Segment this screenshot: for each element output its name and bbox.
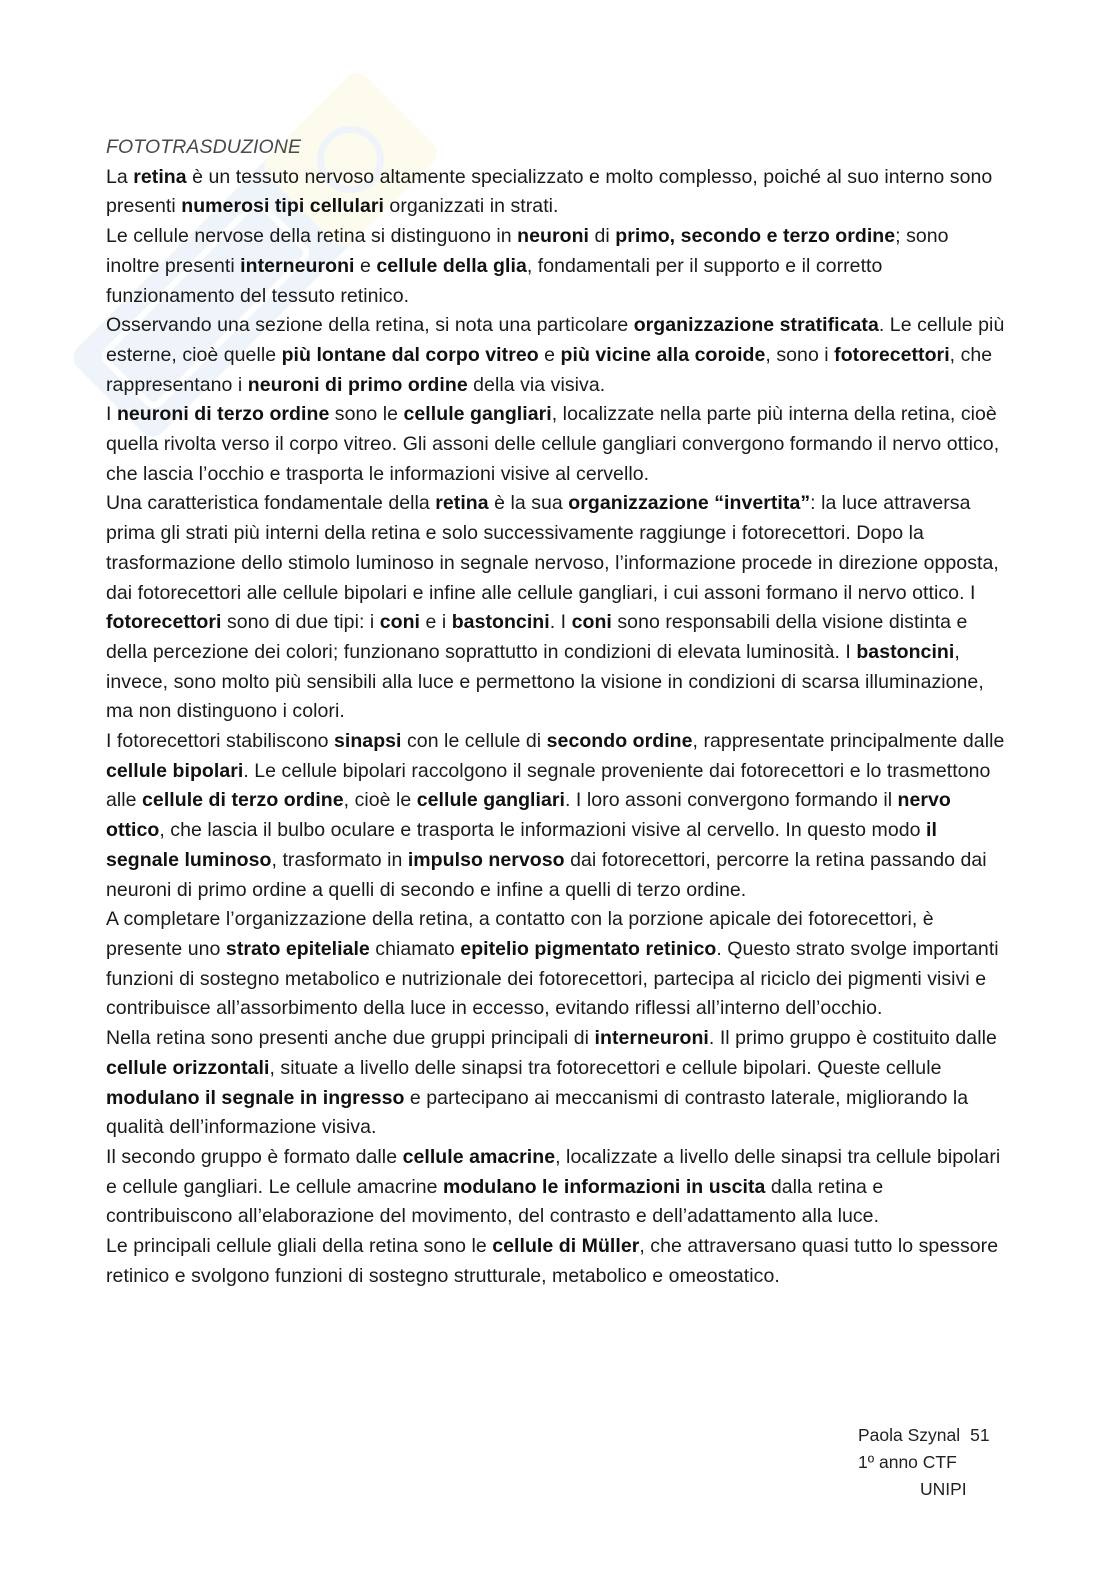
text-run: e — [354, 254, 377, 277]
paragraph — [106, 1024, 1006, 1143]
text-run: . Il primo gruppo è costituito dalle — [708, 1027, 997, 1050]
text-run: e partecipano ai meccanismi di contrasto laterale, migliorando la qualità dell’informazione visiva. — [106, 1086, 969, 1139]
bold-term: organizzazione “invertita” — [568, 492, 811, 515]
bold-term: neuroni di primo ordine — [247, 373, 468, 396]
text-run: chiamato — [369, 937, 461, 960]
bold-term: cellule orizzontali — [106, 1056, 270, 1079]
text-run: . Le cellule bipolari raccolgono il segnale proveniente dai fotorecettori e lo trasmettono alle — [106, 759, 991, 812]
bold-term: coni — [571, 611, 612, 634]
text-run: , fondamentali per il supporto e il corretto funzionamento del tessuto retinico. — [106, 254, 883, 307]
bold-term: interneuroni — [594, 1027, 709, 1050]
bold-term: bastoncini — [856, 640, 955, 663]
text-run: La — [106, 165, 134, 188]
bold-term: nervo ottico — [106, 789, 951, 842]
text-run: . I — [549, 611, 572, 634]
text-run: e i — [420, 611, 452, 634]
text-run: organizzati in strati. — [383, 195, 559, 218]
bold-term: più lontane dal corpo vitreo — [281, 343, 539, 366]
text-run: . Le cellule più esterne, cioè quelle — [106, 314, 1005, 366]
page-footer — [858, 1422, 1008, 1503]
bold-term: sinapsi — [333, 730, 402, 753]
paragraph — [106, 727, 1006, 905]
bold-term: fotorecettori — [834, 343, 950, 366]
text-run: , sono i — [765, 343, 835, 366]
bold-term: primo, secondo e terzo ordine — [615, 225, 896, 248]
text-run: , cioè le — [343, 789, 417, 812]
text-run: con le cellule di — [401, 730, 547, 753]
bold-term: neuroni — [517, 225, 590, 248]
text-run: , trasformato in — [271, 848, 408, 871]
text-run: della via visiva. — [467, 373, 606, 396]
text-run: Il secondo gruppo è formato dalle — [106, 1145, 403, 1168]
text-run: Osservando una sezione della retina, si nota una particolare — [106, 314, 634, 337]
paragraph — [106, 1232, 1006, 1291]
text-run: , situate a livello delle sinapsi tra fotorecettori e cellule bipolari. Queste cellule — [269, 1056, 942, 1079]
text-run: è la sua — [488, 492, 569, 515]
bold-term: cellule della glia — [376, 254, 527, 277]
text-run: sono di due tipi: i — [221, 611, 380, 634]
document-body — [106, 133, 1006, 1291]
text-run: Una caratteristica fondamentale della — [106, 492, 436, 515]
text-run: dalla retina e contribuiscono all’elaborazione del movimento, del contrasto e dell’adattamento alla luce. — [106, 1175, 884, 1228]
bold-term: retina — [133, 165, 187, 188]
text-run: Le cellule nervose della retina si distinguono in — [106, 225, 518, 248]
text-run: A completare l’organizzazione della retina, a contatto con la porzione apicale dei fotorecettori, è presente uno — [106, 908, 934, 960]
page-number: 51 — [970, 1425, 990, 1445]
section-title: FOTOTRASDUZIONE — [106, 136, 302, 158]
text-run: I — [106, 403, 117, 426]
text-run: . I loro assoni convergono formando il — [565, 789, 898, 812]
bold-term: cellule bipolari — [106, 759, 244, 782]
text-run: : la luce attraversa prima gli strati più interni della retina e solo successivamente raggiunge i fotorecettori. Dopo la trasformazione dello stimolo luminoso in segnale nervoso, l’informazione procede in direzione opposta, dai fotorecettori alle cellule bipolari e infine alle cellule gangliari, i cui assoni formano il nervo ottico. I — [106, 492, 999, 604]
author-name: Paola Szynal — [858, 1425, 961, 1445]
text-run: , rappresentate principalmente dalle — [692, 730, 1005, 753]
bold-term: interneuroni — [240, 254, 355, 277]
text-run: dai fotorecettori, percorre la retina passando dai neuroni di primo ordine a quelli di secondo e infine a quelli di terzo ordine. — [106, 848, 987, 901]
paragraph — [106, 400, 1006, 489]
text-run: , localizzate nella parte più interna della retina, cioè quella rivolta verso il corpo vitreo. Gli assoni delle cellule gangliari convergono formando il nervo ottico, che lascia l’occhio e trasporta le informazioni visive al cervello. — [106, 403, 1000, 485]
text-run: Le principali cellule gliali della retina sono le — [106, 1235, 493, 1258]
paragraph — [106, 163, 1006, 222]
bold-term: coni — [379, 611, 421, 634]
bold-term: retina — [435, 492, 489, 515]
paragraph — [106, 222, 1006, 311]
text-run: e — [538, 343, 561, 366]
university-label: UNIPI — [920, 1479, 967, 1499]
text-run: , che attraversano quasi tutto lo spessore retinico e svolgono funzioni di sostegno strutturale, metabolico e omeostatico. — [106, 1235, 999, 1287]
text-run: , invece, sono molto più sensibili alla luce e permettono la visione in condizioni di scarsa illuminazione, ma non distinguono i colori. — [106, 640, 984, 723]
bold-term: modulano il segnale in ingresso — [106, 1086, 405, 1109]
text-run: di — [589, 225, 616, 248]
course-label: 1º anno CTF — [858, 1452, 957, 1472]
paragraph — [106, 489, 1006, 727]
bold-term: cellule di terzo ordine — [142, 789, 344, 812]
text-run: . Questo strato svolge importanti funzioni di sostegno metabolico e nutrizionale dei fotorecettori, partecipa al riciclo dei pigmenti visivi e contribuisce all’assorbimento della luce in eccesso, evitando riflessi all’interno dell’occhio. — [106, 937, 999, 1020]
bold-term: cellule di Müller — [492, 1235, 640, 1258]
paragraph — [106, 905, 1006, 1024]
bold-term: numerosi tipi cellulari — [181, 195, 384, 218]
bold-term: neuroni di terzo ordine — [116, 403, 330, 426]
bold-term: strato epiteliale — [225, 937, 370, 960]
paragraph — [106, 1143, 1006, 1232]
bold-term: il segnale luminoso — [106, 819, 937, 871]
bold-term: bastoncini — [451, 611, 550, 634]
text-run: Nella retina sono presenti anche due gruppi principali di — [106, 1027, 595, 1050]
bold-term: più vicine alla coroide — [560, 343, 766, 366]
text-run: ; sono inoltre presenti — [106, 225, 949, 277]
bold-term: cellule gangliari — [403, 403, 552, 426]
bold-term: secondo ordine — [546, 730, 693, 753]
bold-term: impulso nervoso — [407, 848, 565, 871]
text-run: sono responsabili della visione distinta e della percezione dei colori; funzionano soprattutto in condizioni di elevata luminosità. I — [106, 611, 968, 663]
paragraph — [106, 311, 1006, 400]
text-run: , localizzate a livello delle sinapsi tra cellule bipolari e cellule gangliari. Le cellule amacrine — [106, 1145, 1001, 1198]
paragraph-list — [106, 163, 1006, 1292]
bold-term: modulano le informazioni in uscita — [443, 1175, 766, 1198]
text-run: sono le — [329, 403, 404, 426]
text-run: è un tessuto nervoso altamente specializzato e molto complesso, poiché al suo interno sono presenti — [106, 165, 993, 218]
text-run: , che lascia il bulbo oculare e trasporta le informazioni visive al cervello. In questo modo — [159, 819, 926, 842]
bold-term: fotorecettori — [106, 611, 222, 634]
bold-term: cellule gangliari — [416, 789, 565, 812]
bold-term: organizzazione stratificata — [633, 314, 879, 337]
text-run: , che rappresentano i — [106, 343, 993, 396]
bold-term: cellule amacrine — [402, 1145, 556, 1168]
text-run: I fotorecettori stabiliscono — [106, 730, 334, 753]
bold-term: epitelio pigmentato retinico — [460, 937, 717, 960]
